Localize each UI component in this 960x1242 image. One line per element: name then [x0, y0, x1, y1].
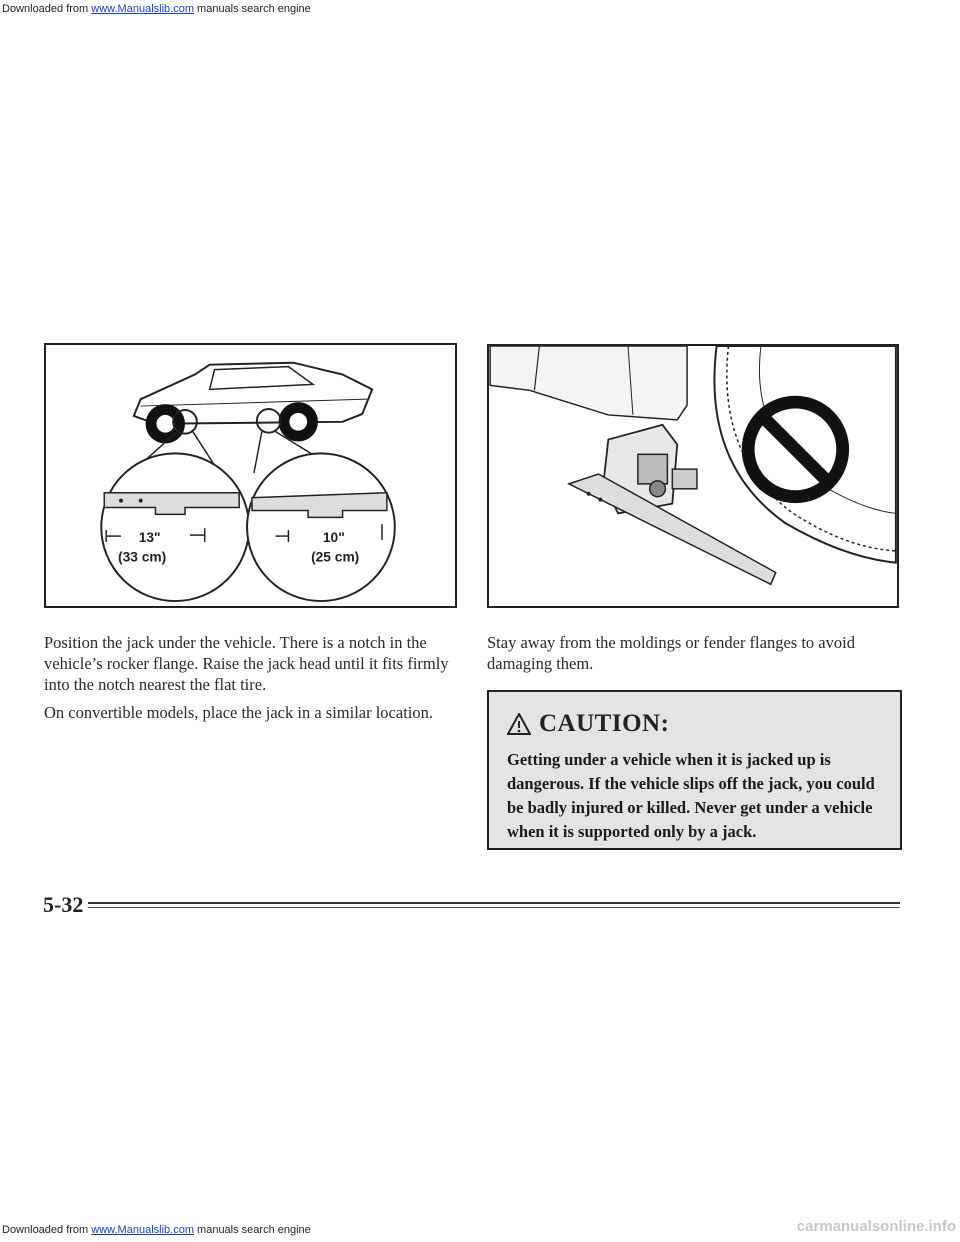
instruction-paragraph-1: Position the jack under the vehicle. There is a notch in the vehicle’s rocker flange. Raise the jack head until it fits firmly into the notch nearest the flat tire. [44, 633, 449, 694]
jack-position-figure [44, 343, 457, 608]
manualslib-link[interactable]: www.Manualslib.com [91, 3, 194, 15]
watermark: carmanualsonline.info [796, 1218, 956, 1235]
avoid-moldings-figure [487, 344, 899, 608]
rear-measure-cm: (33 cm) [118, 549, 167, 565]
jack-molding-illustration [489, 346, 897, 606]
download-banner-bottom: Downloaded from www.Manualslib.com manuals search engine [2, 1224, 311, 1236]
manualslib-link-bottom[interactable]: www.Manualslib.com [91, 1224, 194, 1236]
download-banner-top: Downloaded from www.Manualslib.com manuals search engine [2, 3, 311, 15]
instruction-paragraph-3: Stay away from the moldings or fender flanges to avoid damaging them. [487, 633, 855, 673]
caution-header [507, 710, 886, 738]
caution-title: CAUTION: [539, 710, 670, 737]
front-measure-in: 10" [322, 529, 345, 545]
caution-box [487, 690, 902, 850]
page-number: 5-32 [43, 892, 84, 917]
front-measure-cm: (25 cm) [311, 549, 360, 565]
caution-text: Getting under a vehicle when it is jacked up is dangerous. If the vehicle slips off the jack, you could be badly injured or killed. Never get under a vehicle when it is supported only by a jack. [507, 750, 875, 841]
instruction-paragraph-2: On convertible models, place the jack in a similar location. [44, 703, 433, 722]
footer-rule-thin [88, 907, 900, 908]
footer-rule [88, 902, 900, 904]
warning-triangle-icon [507, 713, 531, 735]
car-jack-points-illustration [46, 345, 455, 606]
rear-measure-in: 13" [138, 529, 161, 545]
